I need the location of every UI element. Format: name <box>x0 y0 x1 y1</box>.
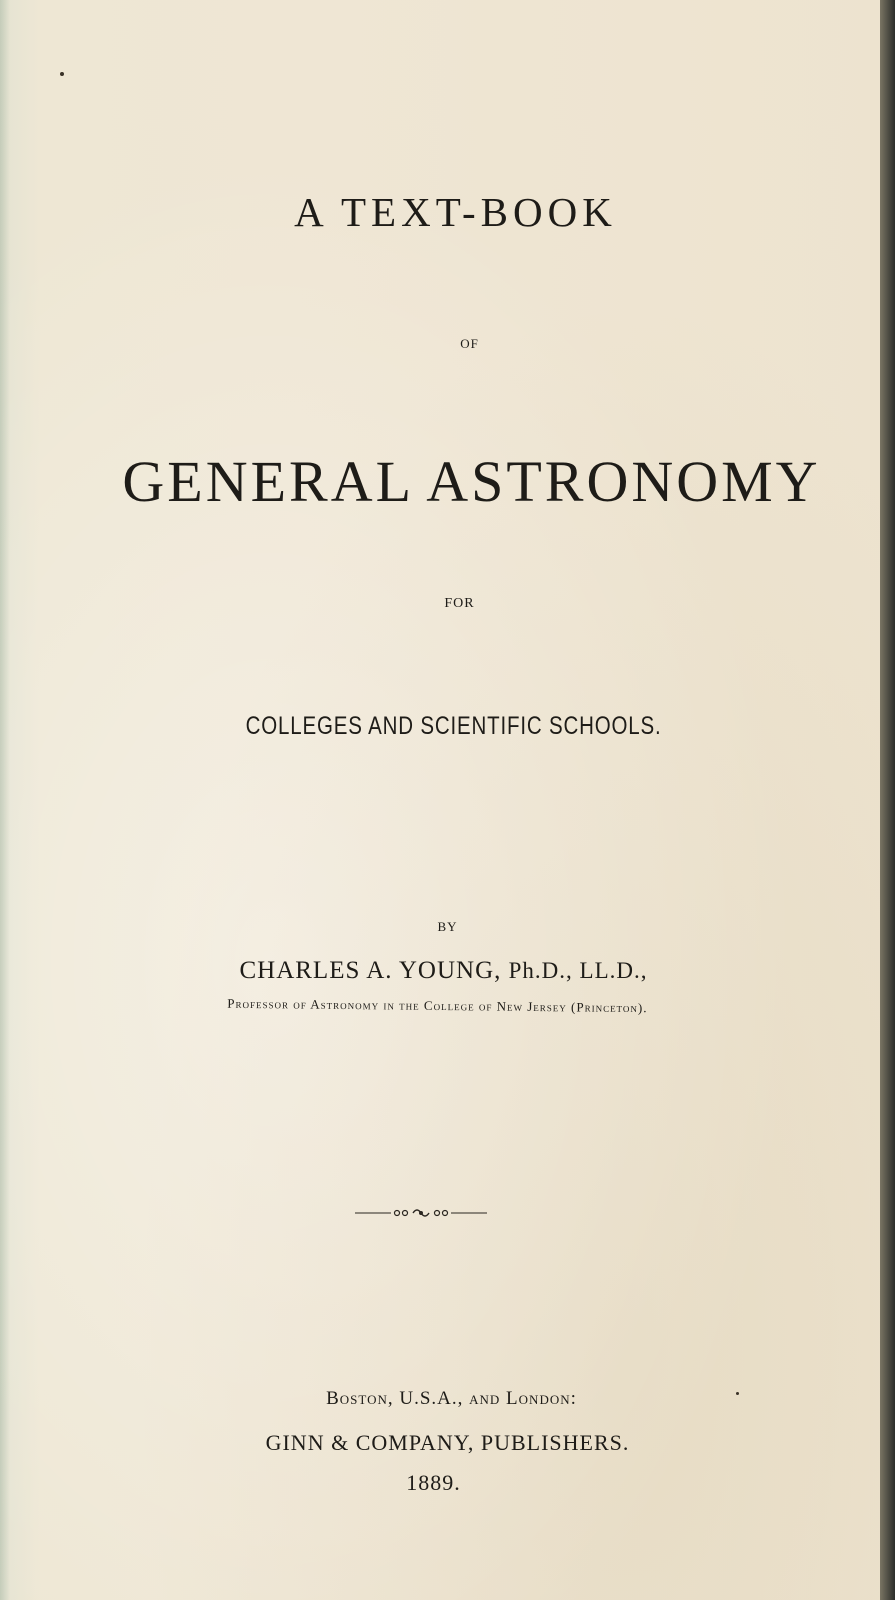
imprint-place: Boston, U.S.A., and London: <box>326 1388 577 1409</box>
author-name: CHARLES A. YOUNG, <box>239 957 502 984</box>
imprint-year: 1889. <box>406 1470 461 1495</box>
title-line-for: FOR <box>444 596 475 611</box>
author-affiliation: Professor of Astronomy in the College of New Jersey (Princeton). <box>227 995 648 1016</box>
book-spine-edge <box>880 0 895 1600</box>
subtitle-audience: COLLEGES AND SCIENTIFIC SCHOOLS. <box>245 712 662 740</box>
paper-speck <box>60 72 64 76</box>
paper-speck <box>736 1392 739 1395</box>
byline: BY <box>437 919 458 934</box>
page-left-edge-tint <box>0 0 10 1600</box>
main-title: GENERAL ASTRONOMY <box>122 449 821 514</box>
imprint-publisher: GINN & COMPANY, PUBLISHERS. <box>265 1430 630 1455</box>
title-line-text-book: A TEXT-BOOK <box>294 189 617 235</box>
author-degrees: Ph.D., LL.D., <box>508 958 648 983</box>
title-line-of: OF <box>460 336 479 351</box>
author-line <box>0 957 891 985</box>
printers-ornament-icon <box>355 1206 487 1220</box>
